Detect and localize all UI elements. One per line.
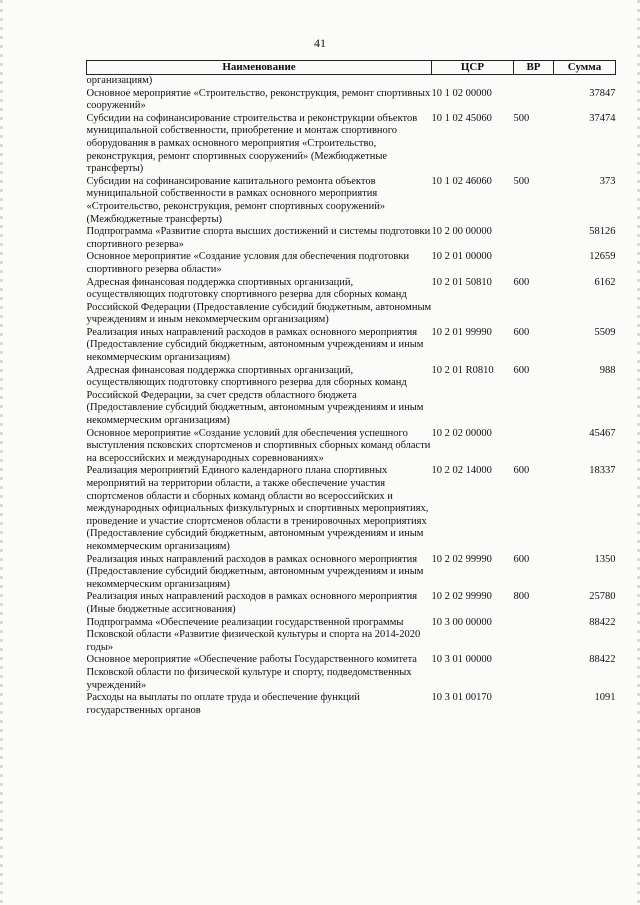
table-row — [87, 176, 616, 226]
row-name: Субсидии на софинансирование строительства и реконструкции объектов муниципальной собственности, приобретение и монтаж спортивного оборудования в рамках основного мероприятия «Строительство, реконструкция, ремонт спортивных сооружений» (Межбюджетные трансферты) — [86, 112, 418, 175]
row-csr: 10 2 01 99990 — [431, 326, 492, 338]
row-name: Реализация иных направлений расходов в рамках основного мероприятия (Предоставление субсидий бюджетным, автономным учреждениям и иным некоммерческим организациям) — [86, 553, 424, 590]
row-csr: 10 1 02 00000 — [431, 87, 492, 99]
row-vr: 600 — [513, 553, 530, 565]
table-row — [87, 113, 616, 176]
table-row — [87, 591, 616, 616]
row-sum: 1350 — [594, 553, 616, 565]
table-row — [87, 75, 616, 88]
row-sum: 58126 — [589, 226, 616, 238]
row-name: Реализация иных направлений расходов в рамках основного мероприятия (Иные бюджетные ассигнования) — [86, 591, 418, 615]
row-csr: 10 3 00 00000 — [431, 616, 492, 628]
row-sum: 18337 — [589, 465, 616, 477]
row-csr: 10 3 01 00000 — [431, 654, 492, 666]
row-sum: 6162 — [594, 276, 616, 288]
row-name: Реализация мероприятий Единого календарного плана спортивных мероприятий на территории области, а также обеспечение участия спортсменов области и сборных команд области во всероссийских и международных официальных физкультурных и спортивных мероприятиях, проведение и участие спортсменов области в тренировочных мероприятиях (Предоставление субсидий бюджетным, автономным учреждениям и иным некоммерческим организациям) — [86, 465, 429, 552]
row-csr: 10 2 01 R0810 — [431, 364, 494, 376]
row-vr — [514, 75, 554, 88]
row-vr: 500 — [513, 175, 530, 187]
row-sum — [554, 75, 616, 88]
row-sum: 1091 — [594, 692, 616, 704]
table-row — [87, 465, 616, 553]
header-csr: ЦСР — [432, 61, 514, 75]
row-name: Подпрограмма «Развитие спорта высших достижений и системы подготовки спортивного резерва» — [86, 226, 431, 250]
table-row — [87, 428, 616, 466]
row-name: Расходы на выплаты по оплате труда и обеспечение функций государственных органов — [86, 692, 360, 716]
header-name: Наименование — [87, 61, 432, 75]
row-sum: 5509 — [594, 326, 616, 338]
row-name: Основное мероприятие «Строительство, реконструкция, ремонт спортивных сооружений» — [86, 87, 431, 112]
row-csr: 10 2 02 00000 — [431, 427, 492, 439]
row-csr: 10 2 01 50810 — [431, 276, 492, 288]
budget-table — [86, 60, 616, 717]
row-csr: 10 3 01 00170 — [431, 692, 492, 704]
row-name: Реализация иных направлений расходов в рамках основного мероприятия (Предоставление субсидий бюджетным, автономным учреждениям и иным некоммерческим организациям) — [86, 326, 424, 364]
table-row — [87, 251, 616, 276]
row-vr: 600 — [513, 364, 530, 376]
table-row — [87, 654, 616, 692]
row-sum: 12659 — [589, 251, 616, 263]
row-sum: 25780 — [589, 591, 616, 603]
row-vr: 800 — [513, 591, 530, 603]
scan-edge-left — [0, 0, 3, 905]
row-csr: 10 1 02 46060 — [431, 175, 492, 187]
row-vr: 500 — [513, 112, 530, 124]
row-csr: 10 2 00 00000 — [431, 226, 492, 238]
row-csr: 10 2 02 99990 — [431, 591, 492, 603]
row-name: организациям) — [86, 75, 153, 86]
row-csr: 10 2 02 99990 — [431, 553, 492, 565]
row-vr: 600 — [513, 326, 530, 338]
table-header-row — [87, 61, 616, 75]
row-vr — [514, 88, 554, 113]
row-sum: 88422 — [589, 654, 616, 666]
row-sum: 988 — [599, 364, 616, 376]
table-row — [87, 554, 616, 592]
row-name: Субсидии на софинансирование капитального ремонта объектов муниципальной собственности в рамках основного мероприятия «Строительство, реконструкция, ремонт спортивных сооружений» (Межбюджетные трансферты) — [86, 175, 386, 225]
row-name: Подпрограмма «Обеспечение реализации государственной программы Псковской области «Развитие физической культуры и спорта на 2014-2020 годы» — [86, 616, 421, 653]
table-row — [87, 617, 616, 655]
row-csr: 10 2 02 14000 — [431, 465, 492, 477]
header-sum: Сумма — [554, 61, 616, 75]
row-csr — [432, 75, 514, 88]
row-csr: 10 2 01 00000 — [431, 251, 492, 263]
row-vr — [514, 654, 554, 692]
table-row — [87, 692, 616, 717]
row-vr: 600 — [513, 276, 530, 288]
row-sum: 88422 — [589, 616, 616, 628]
row-name: Основное мероприятие «Создание условий для обеспечения успешного выступления псковских спортсменов и спортивных сборных команд области на всероссийских и международных соревнованиях» — [86, 427, 431, 464]
row-sum: 45467 — [589, 427, 616, 439]
row-sum: 373 — [599, 175, 616, 187]
row-vr — [514, 226, 554, 251]
row-name: Основное мероприятие «Создание условия для обеспечения подготовки спортивного резерва области» — [86, 251, 410, 275]
table-row — [87, 277, 616, 327]
row-vr: 600 — [513, 465, 530, 477]
row-vr — [514, 428, 554, 466]
row-sum: 37474 — [589, 112, 616, 124]
row-name: Основное мероприятие «Обеспечение работы Государственного комитета Псковской области по физической культуре и спорту, подведомственных учреждений» — [86, 654, 417, 691]
row-vr — [514, 251, 554, 276]
row-vr — [514, 617, 554, 655]
table-row — [87, 327, 616, 365]
header-vr: ВР — [514, 61, 554, 75]
row-csr: 10 1 02 45060 — [431, 112, 492, 124]
row-name: Адресная финансовая поддержка спортивных организаций, осуществляющих подготовку спортивного резерва для сборных команд Российской Федерации (Предоставление субсидий бюджетным, автономным учреждениям и иным некоммерческим организациям) — [86, 276, 432, 326]
row-name: Адресная финансовая поддержка спортивных организаций, осуществляющих подготовку спортивного резерва для сборных команд Российской Федерации, за счет средств областного бюджета (Предоставление субсидий бюджетным, автономным учреждениям и иным некоммерческим организациям) — [86, 364, 424, 427]
page-number: 41 — [314, 36, 326, 50]
row-vr — [514, 692, 554, 717]
table-row — [87, 226, 616, 251]
table-row — [87, 365, 616, 428]
row-sum: 37847 — [589, 87, 616, 99]
table-row — [87, 88, 616, 113]
